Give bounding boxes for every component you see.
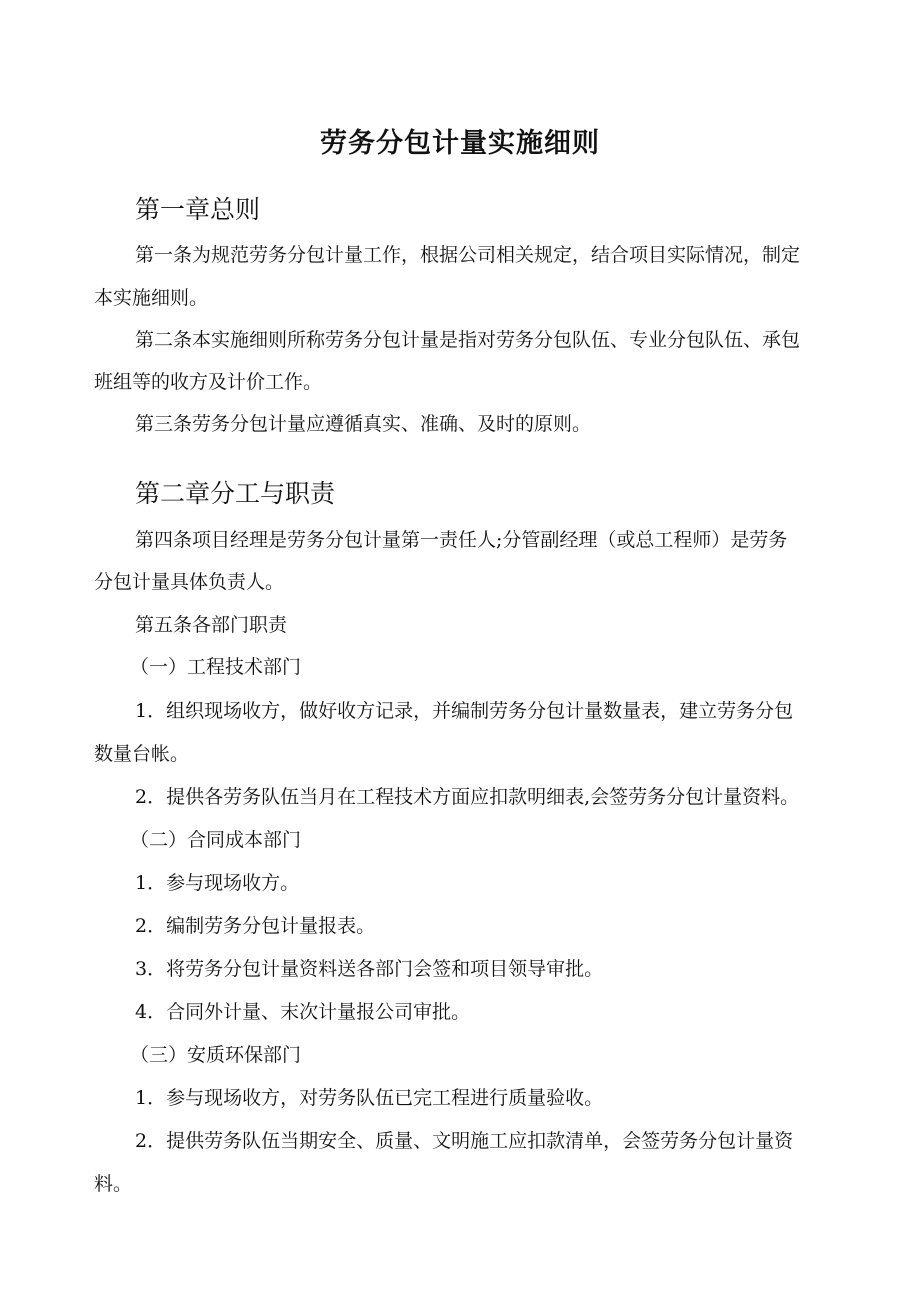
paragraph-line: 2．编制劳务分包计量报表。	[135, 915, 376, 937]
paragraph-line: 分包计量具体负责人。	[94, 571, 285, 593]
paragraph-line: 料。	[94, 1173, 133, 1195]
paragraph-line: 2．提供各劳务队伍当月在工程技术方面应扣款明细表,会签劳务分包计量资料。	[135, 786, 800, 808]
document-title: 劳务分包计量实施细则	[320, 128, 600, 159]
section-heading: （一）工程技术部门	[130, 656, 302, 678]
section-heading: （三）安质环保部门	[130, 1044, 302, 1066]
paragraph-line: 第四条项目经理是劳务分包计量第一责任人;分管副经理（或总工程师）是劳务	[135, 529, 788, 551]
paragraph-line: 本实施细则。	[94, 287, 209, 309]
paragraph-line: 班组等的收方及计价工作。	[94, 371, 323, 393]
paragraph-line: 4．合同外计量、末次计量报公司审批。	[135, 1001, 471, 1023]
paragraph-line: 第二条本实施细则所称劳务分包计量是指对劳务分包队伍、专业分包队伍、承包	[135, 329, 801, 351]
paragraph-line: 1．组织现场收方，做好收方记录，并编制劳务分包计量数量表，建立劳务分包	[135, 700, 794, 722]
chapter-heading-2: 第二章分工与职责	[135, 479, 336, 508]
paragraph-line: 第五条各部门职责	[135, 614, 288, 636]
section-heading: （二）合同成本部门	[130, 829, 302, 851]
paragraph-line: 第三条劳务分包计量应遵循真实、准确、及时的原则。	[135, 413, 592, 435]
paragraph-line: 1．参与现场收方。	[135, 872, 300, 894]
paragraph-line: 1．参与现场收方，对劳务队伍已完工程进行质量验收。	[135, 1087, 604, 1109]
paragraph-line: 数量台帐。	[94, 743, 190, 765]
paragraph-line: 第一条为规范劳务分包计量工作，根据公司相关规定，结合项目实际情况，制定	[135, 244, 801, 266]
paragraph-line: 3．将劳务分包计量资料送各部门会签和项目领导审批。	[135, 958, 604, 980]
paragraph-line: 2．提供劳务队伍当期安全、质量、文明施工应扣款清单，会签劳务分包计量资	[135, 1130, 794, 1152]
chapter-heading-1: 第一章总则	[135, 195, 261, 224]
